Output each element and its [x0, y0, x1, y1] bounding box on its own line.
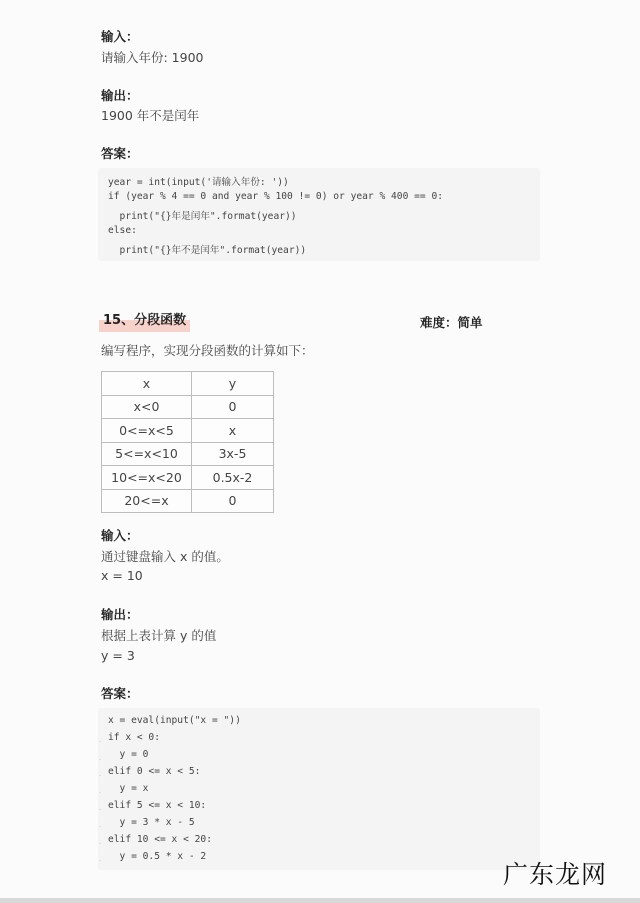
code-line: else:	[108, 225, 137, 236]
code-line: print("{}年不是闰年".format(year))	[108, 245, 307, 256]
piecewise-table	[101, 371, 274, 513]
input-text: 请输入年份: 1900	[101, 50, 204, 65]
code-block-piecewise: · · · · · · · · x = eval(input("x = ")) if x < 0: y = 0 elif 0 <= x < 5: y = x elif 5 <= x < 10: y = 3 * x - 5 elif 10 <= x < 20: y = 0.5 * x - 2	[98, 708, 540, 870]
table-row	[102, 395, 274, 419]
code-line: if (year % 4 == 0 and year % 100 != 0) or year % 400 == 0:	[108, 191, 444, 202]
output-text: 1900 年不是闰年	[101, 108, 200, 123]
table-cell: 0	[192, 489, 274, 513]
code-line: y = 0	[108, 749, 149, 760]
code-line: y = x	[108, 783, 149, 794]
input-label: 输入：	[101, 528, 139, 543]
table-cell: 0.5x-2	[192, 466, 274, 490]
watermark-text: 广东龙网	[503, 860, 608, 889]
table-cell: 20<=x	[102, 489, 192, 513]
table-row	[102, 489, 274, 513]
output-line: 根据上表计算 y 的值	[101, 628, 217, 643]
table-row	[102, 442, 274, 466]
table-row	[102, 419, 274, 443]
code-line: print("{}年是闰年".format(year))	[108, 211, 297, 222]
table-cell: x	[192, 419, 274, 443]
answer-label: 答案：	[101, 686, 139, 701]
code-line: if x < 0:	[108, 732, 160, 743]
input-label: 输入：	[101, 29, 139, 44]
input-line: x = 10	[101, 568, 143, 583]
table-cell: 0<=x<5	[102, 419, 192, 443]
output-label: 输出：	[101, 88, 139, 103]
table-header-cell: y	[192, 372, 274, 396]
answer-label: 答案：	[101, 146, 139, 161]
code-line: elif 5 <= x < 10:	[108, 800, 207, 811]
bottom-divider	[0, 898, 640, 903]
code-line: y = 0.5 * x - 2	[108, 851, 207, 862]
table-cell: 5<=x<10	[102, 442, 192, 466]
code-line: year = int(input('请输入年份: '))	[108, 177, 289, 188]
table-header-cell: x	[102, 372, 192, 396]
table-cell: x<0	[102, 395, 192, 419]
difficulty-label: 难度：简单	[420, 315, 483, 330]
table-cell: 0	[192, 395, 274, 419]
table-row	[102, 466, 274, 490]
code-line: y = 3 * x - 5	[108, 817, 195, 828]
table-cell: 10<=x<20	[102, 466, 192, 490]
code-line: x = eval(input("x = "))	[108, 715, 241, 726]
table-header-row	[102, 372, 274, 396]
code-block-leap-year	[98, 168, 540, 261]
input-line: 通过键盘输入 x 的值。	[101, 549, 229, 564]
code-line: elif 10 <= x < 20:	[108, 834, 212, 845]
code-line: elif 0 <= x < 5:	[108, 766, 201, 777]
problem-title: 15、分段函数	[99, 310, 190, 332]
output-line: y = 3	[101, 648, 135, 663]
table-cell: 3x-5	[192, 442, 274, 466]
problem-description: 编写程序，实现分段函数的计算如下：	[101, 343, 314, 358]
output-label: 输出：	[101, 607, 139, 622]
